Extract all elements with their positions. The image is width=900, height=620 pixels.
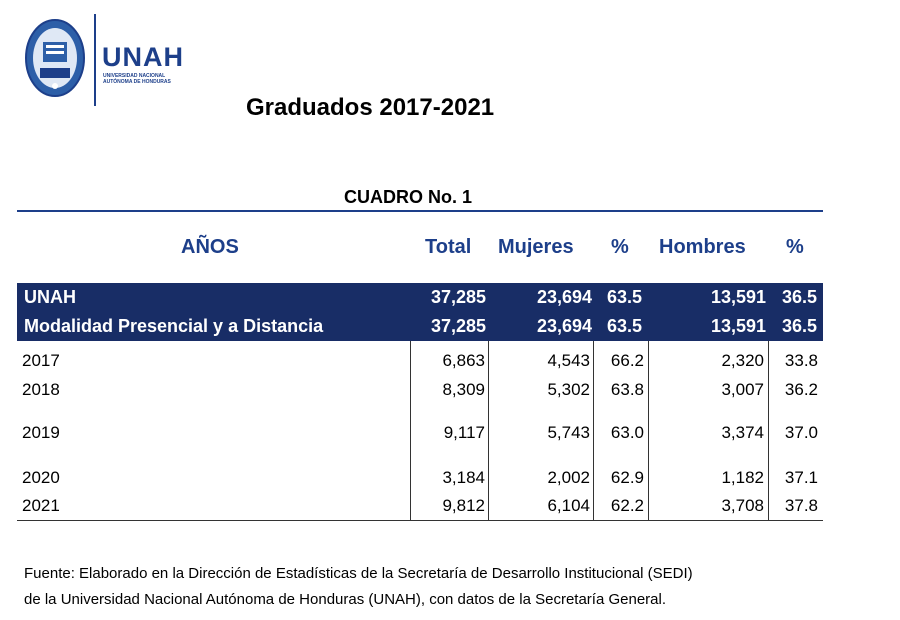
- summary-men-pct: 36.5: [781, 287, 817, 307]
- row-men: 3,708: [721, 496, 764, 515]
- summary-total: 37,285: [430, 287, 486, 307]
- university-seal-icon: [24, 18, 86, 98]
- row-year: 2017: [22, 351, 60, 370]
- table-bottom-rule: [17, 520, 823, 521]
- row-year: 2021: [22, 496, 60, 515]
- column-divider: [410, 341, 411, 521]
- row-women-pct: 66.2: [610, 351, 644, 370]
- row-men-pct: 37.1: [784, 468, 818, 487]
- page-title: Graduados 2017-2021: [246, 94, 495, 121]
- source-line: de la Universidad Nacional Autónoma de Honduras (UNAH), con datos de la Secretaría General.: [24, 591, 667, 608]
- table-caption: CUADRO No. 1: [344, 187, 473, 207]
- header-years: AÑOS: [181, 236, 239, 258]
- summary-label: UNAH: [24, 287, 76, 307]
- row-women-pct: 63.0: [610, 423, 644, 442]
- row-men-pct: 33.8: [784, 351, 818, 370]
- row-year: 2019: [22, 423, 60, 442]
- source-line: Fuente: Elaborado en la Dirección de Estadísticas de la Secretaría de Desarrollo Institucional (SEDI): [24, 565, 693, 582]
- column-divider: [648, 341, 649, 521]
- row-men-pct: 37.0: [784, 423, 818, 442]
- summary-women: 23,694: [536, 316, 592, 336]
- row-women-pct: 62.2: [610, 496, 644, 515]
- row-total: 9,812: [442, 496, 485, 515]
- unah-logo: [22, 14, 192, 104]
- source-note: [24, 561, 894, 613]
- header-women: Mujeres: [498, 236, 574, 258]
- brand-name: UNAH: [102, 42, 184, 72]
- header-men-pct: %: [786, 236, 804, 258]
- brand-subtitle: UNIVERSIDAD NACIONAL AUTÓNOMA DE HONDURAS: [103, 73, 171, 85]
- row-men: 1,182: [721, 468, 764, 487]
- column-divider: [768, 341, 769, 521]
- row-men-pct: 36.2: [784, 380, 818, 399]
- summary-men-pct: 36.5: [781, 316, 817, 336]
- row-women-pct: 62.9: [610, 468, 644, 487]
- row-men: 3,374: [721, 423, 764, 442]
- row-total: 8,309: [442, 380, 485, 399]
- column-divider: [593, 341, 594, 521]
- header-men: Hombres: [659, 236, 746, 258]
- summary-row: [17, 283, 823, 312]
- row-men: 3,007: [721, 380, 764, 399]
- row-total: 3,184: [442, 468, 485, 487]
- row-total: 9,117: [443, 423, 485, 442]
- row-women-pct: 63.8: [610, 380, 644, 399]
- row-men-pct: 37.8: [784, 496, 818, 515]
- row-women: 6,104: [547, 496, 590, 515]
- summary-men: 13,591: [710, 316, 766, 336]
- summary-women: 23,694: [536, 287, 592, 307]
- summary-label: Modalidad Presencial y a Distancia: [24, 316, 324, 336]
- row-women: 4,543: [547, 351, 590, 370]
- row-women: 2,002: [547, 468, 590, 487]
- summary-women-pct: 63.5: [606, 287, 642, 307]
- logo-divider: [94, 14, 96, 106]
- header-total: Total: [425, 236, 472, 258]
- row-women: 5,302: [547, 380, 590, 399]
- summary-row: [17, 312, 823, 341]
- summary-women-pct: 63.5: [606, 316, 642, 336]
- row-women: 5,743: [547, 423, 590, 442]
- table-top-rule: [17, 210, 823, 212]
- row-total: 6,863: [442, 351, 485, 370]
- column-divider: [488, 341, 489, 521]
- row-year: 2020: [22, 468, 60, 487]
- header-women-pct: %: [611, 236, 629, 258]
- row-year: 2018: [22, 380, 60, 399]
- summary-men: 13,591: [710, 287, 766, 307]
- summary-total: 37,285: [430, 316, 486, 336]
- row-men: 2,320: [721, 351, 764, 370]
